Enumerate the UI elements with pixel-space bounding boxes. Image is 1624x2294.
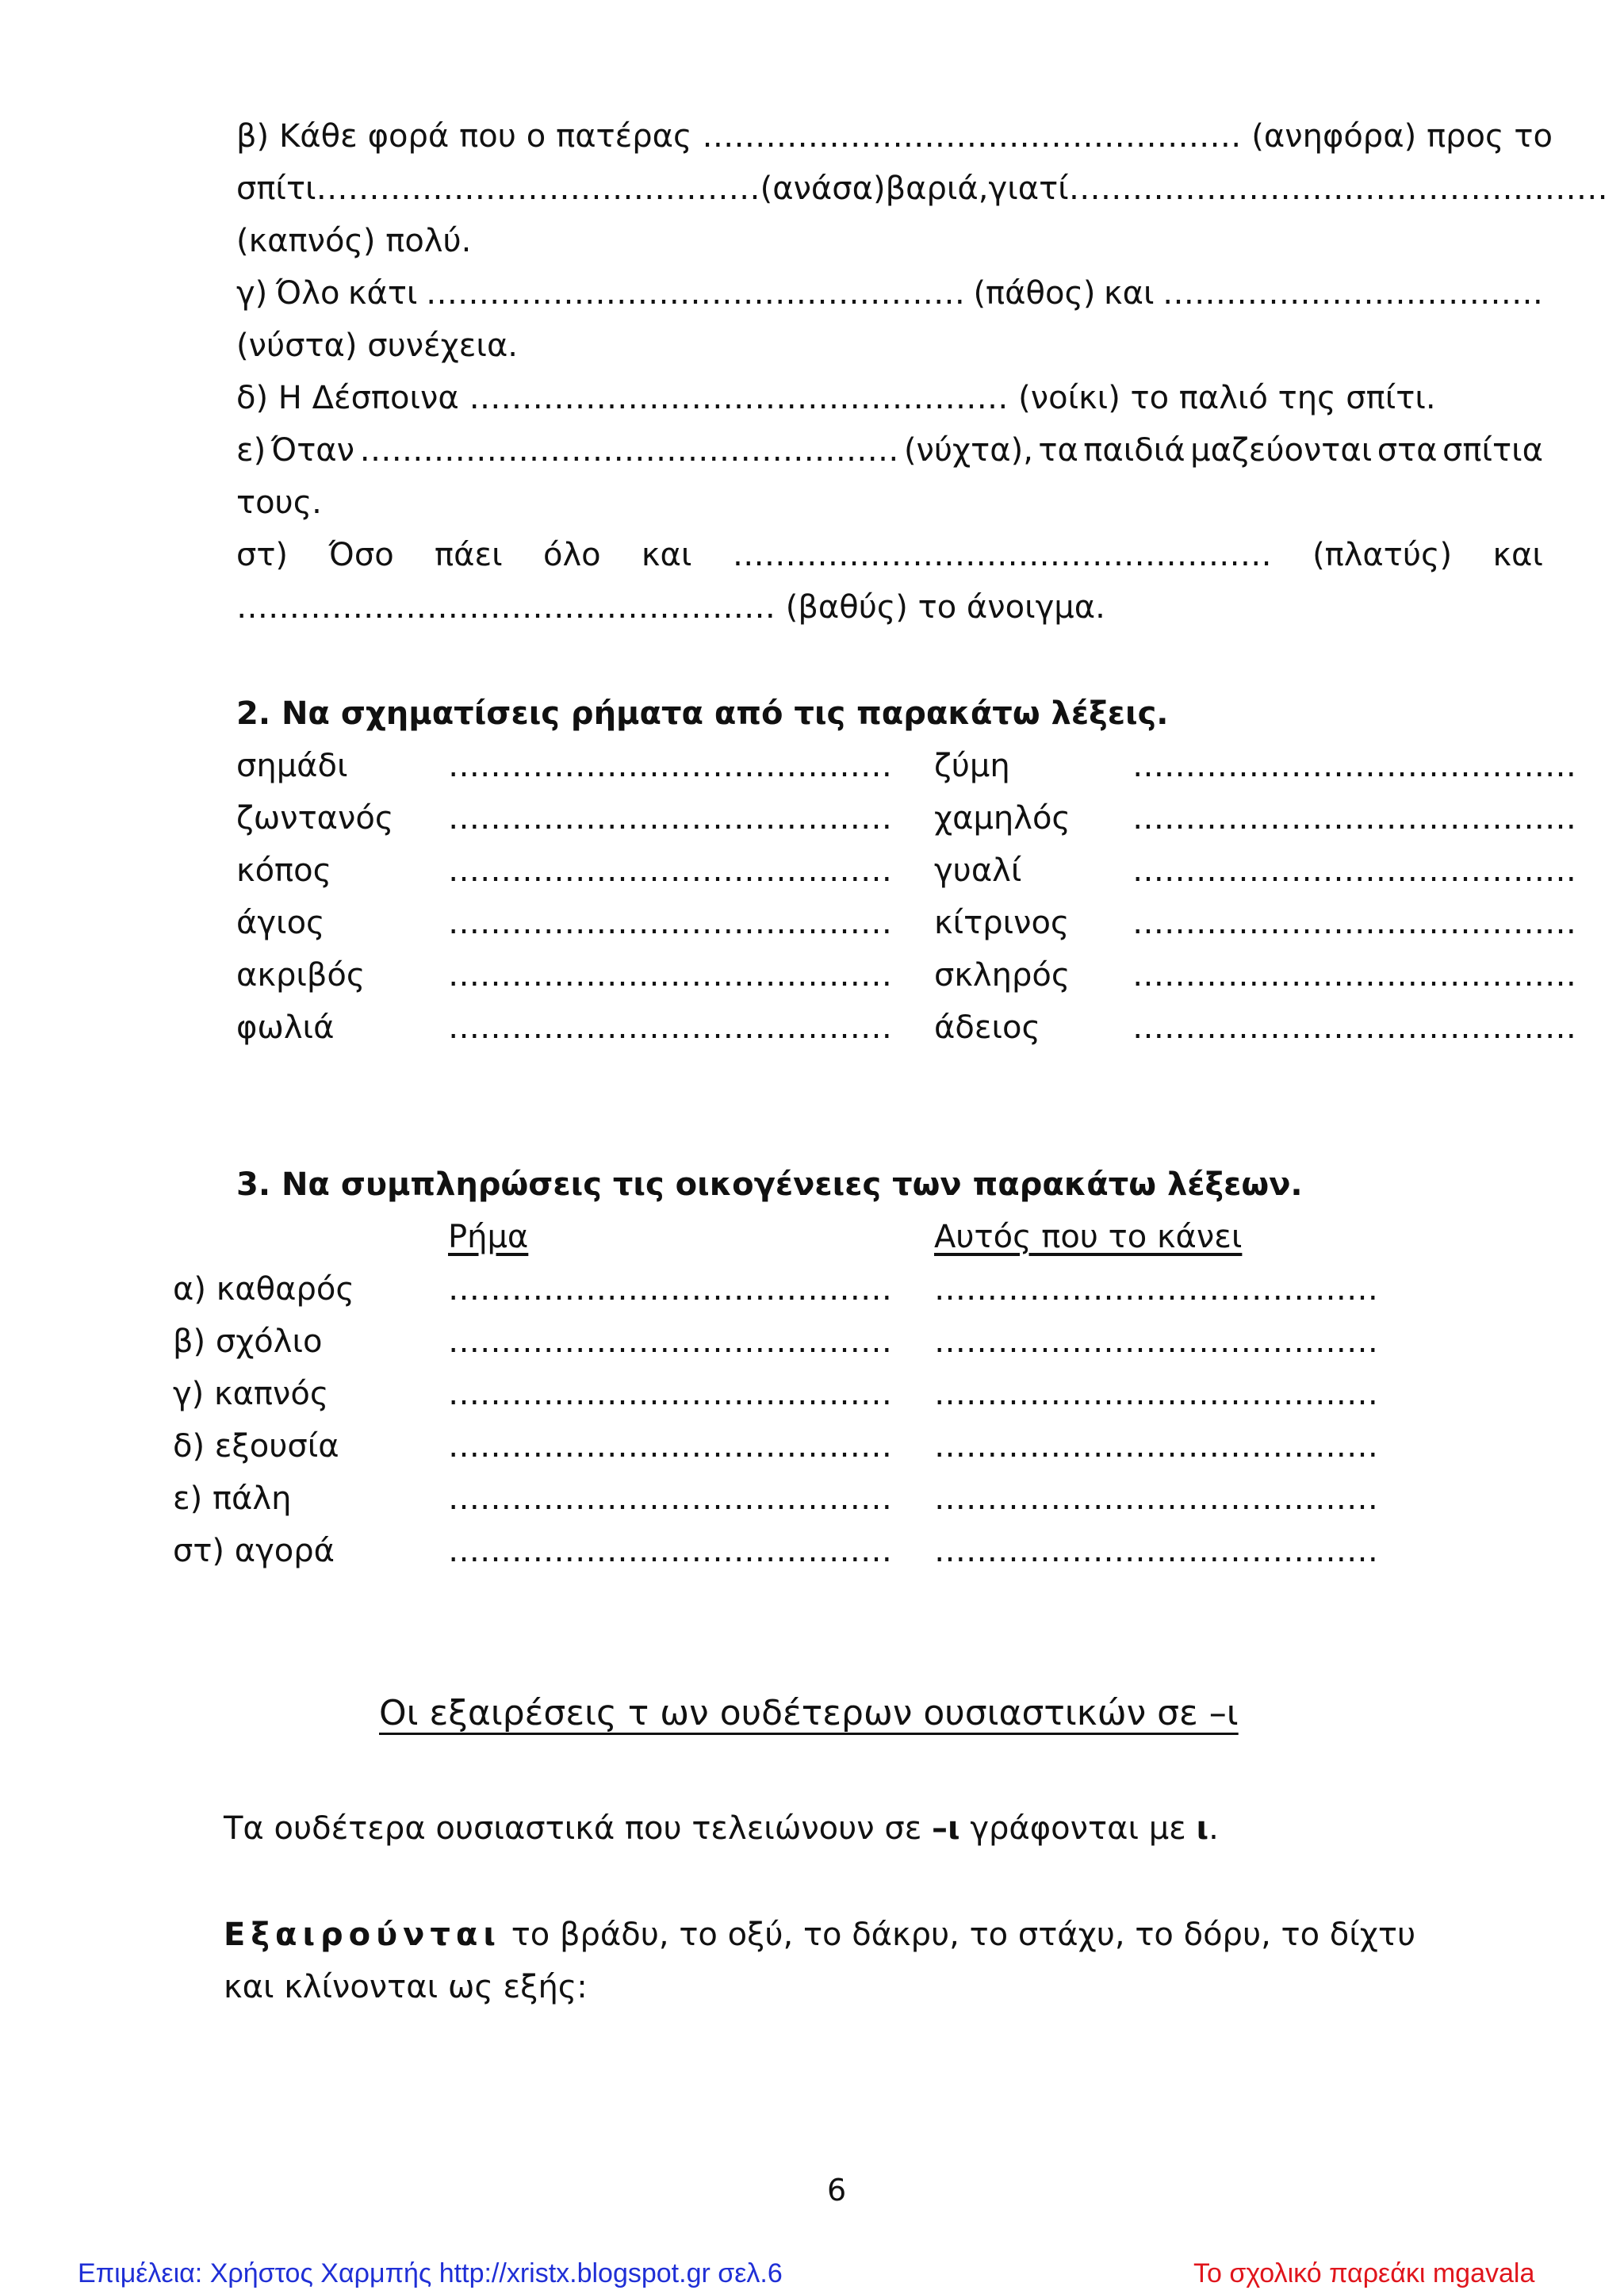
ex3-blank-agent: …………………………………… xyxy=(934,1533,1378,1569)
ex1-line-st2: …………………………………………… (βαθύς) το άνοιγμα. xyxy=(236,589,1105,626)
ex3-item: β) σχόλιο xyxy=(173,1323,323,1360)
word: Κάθε xyxy=(279,118,358,155)
word: (ανηφόρα) xyxy=(1251,118,1417,155)
word: και xyxy=(641,537,692,573)
ex2-word-right: σκληρός xyxy=(934,957,1071,994)
page-number: 6 xyxy=(827,2173,847,2208)
ex3-item: ε) πάλη xyxy=(173,1480,292,1517)
ex2-word-left: φωλιά xyxy=(236,1009,335,1046)
ex3-blank-verb: …………………………………… xyxy=(448,1480,892,1517)
ex3-blank-verb: …………………………………… xyxy=(448,1376,892,1412)
ex3-blank-verb: …………………………………… xyxy=(448,1428,892,1465)
word: ……………………………… xyxy=(1162,275,1543,312)
rule-suffix: –ι xyxy=(932,1810,960,1847)
exceptions-word: Εξαιρούνται xyxy=(224,1917,501,1953)
ex2-word-right: άδειος xyxy=(934,1009,1040,1046)
ex2-word-left: άγιος xyxy=(236,905,325,941)
footer-credit: Επιμέλεια: Χρήστος Χαρμπής http://xristx.blogspot.gr σελ.6 xyxy=(78,2258,783,2288)
ex3-item: α) καθαρός xyxy=(173,1271,354,1308)
ex2-blank-left: …………………………………… xyxy=(448,800,892,837)
ex1-line-b3: (καπνός) πολύ. xyxy=(236,223,472,259)
word: βαριά, xyxy=(885,170,989,207)
ex2-word-left: σημάδι xyxy=(236,748,348,784)
rule-pre: Τα ουδέτερα ουσιαστικά που τελειώνουν σε xyxy=(224,1810,933,1847)
ex2-blank-left: …………………………………… xyxy=(448,748,892,784)
word: …………………………………………… xyxy=(359,432,899,469)
word: παιδιά xyxy=(1083,432,1185,469)
ex3-col-verb: Ρήμα xyxy=(448,1219,529,1255)
exceptions-line2: και κλίνονται ως εξής: xyxy=(224,1969,588,2005)
ex2-blank-right: …………………………………… xyxy=(1132,748,1576,784)
word: Όσο xyxy=(328,537,394,573)
ex3-blank-agent: …………………………………… xyxy=(934,1428,1378,1465)
word: κάτι xyxy=(347,275,418,312)
word: σπίτια xyxy=(1442,432,1543,469)
ex3-col-agent: Αυτός που το κάνει xyxy=(934,1219,1243,1255)
word: ε) xyxy=(236,432,266,469)
word: …………………………………… xyxy=(316,170,760,207)
ex1-line-e2: τους. xyxy=(236,484,322,521)
ex3-blank-agent: …………………………………… xyxy=(934,1323,1378,1360)
exceptions-text xyxy=(224,1916,1415,1954)
word: Όλο xyxy=(275,275,340,312)
exceptions-list: το βράδυ, το οξύ, το δάκρυ, το στάχυ, το δόρυ, το δίχτυ xyxy=(501,1917,1416,1953)
ex3-blank-verb: …………………………………… xyxy=(448,1323,892,1360)
ex1-line-b2 xyxy=(236,170,1608,208)
ex3-item: στ) αγορά xyxy=(173,1533,335,1569)
word: όλο xyxy=(542,537,601,573)
ex3-item: δ) εξουσία xyxy=(173,1428,339,1465)
ex2-blank-left: …………………………………… xyxy=(448,957,892,994)
ex3-blank-verb: …………………………………… xyxy=(448,1271,892,1308)
word: γιατί xyxy=(988,170,1069,207)
word: φορά xyxy=(367,118,450,155)
ex1-line-e1 xyxy=(236,431,1543,469)
word: γ) xyxy=(236,275,268,312)
word: τα xyxy=(1038,432,1078,469)
ex2-word-left: κόπος xyxy=(236,852,332,889)
word: και xyxy=(1104,275,1155,312)
word: …………………………………………… xyxy=(425,275,965,312)
ex2-blank-right: …………………………………… xyxy=(1132,852,1576,889)
word: πάει xyxy=(435,537,503,573)
word: προς xyxy=(1427,118,1504,155)
word: πατέρας xyxy=(556,118,692,155)
ex2-heading: 2. Να σχηματίσεις ρήματα από τις παρακάτω λέξεις. xyxy=(236,695,1169,732)
word: …………………………………………… xyxy=(1068,170,1608,207)
ex2-word-right: κίτρινος xyxy=(934,905,1070,941)
word: (πλατύς) xyxy=(1312,537,1453,573)
word: μαζεύονται xyxy=(1190,432,1373,469)
ex1-line-b1 xyxy=(236,117,1553,155)
word: (νύχτα), xyxy=(903,432,1033,469)
ex2-blank-right: …………………………………… xyxy=(1132,905,1576,941)
ex2-word-left: ζωντανός xyxy=(236,800,394,837)
word: στ) xyxy=(236,537,289,573)
ex2-blank-left: …………………………………… xyxy=(448,852,892,889)
word: που xyxy=(459,118,516,155)
word: …………………………………………… xyxy=(732,537,1272,573)
word: σπίτι xyxy=(236,170,316,207)
ex2-blank-right: …………………………………… xyxy=(1132,800,1576,837)
word: Όταν xyxy=(270,432,354,469)
ex3-blank-agent: …………………………………… xyxy=(934,1376,1378,1412)
word: (ανάσα) xyxy=(760,170,886,207)
word: ο xyxy=(526,118,546,155)
rule-end: . xyxy=(1208,1810,1219,1847)
ex2-blank-left: …………………………………… xyxy=(448,1009,892,1046)
word: και xyxy=(1492,537,1543,573)
word: το xyxy=(1514,118,1553,155)
word: …………………………………………… xyxy=(702,118,1242,155)
section-title: Οι εξαιρέσεις τ ων ουδέτερων ουσιαστικών σε –ι xyxy=(379,1693,1239,1733)
ex1-line-d: δ) Η Δέσποινα …………………………………………… (νοίκι) το παλιό της σπίτι. xyxy=(236,380,1436,416)
ex2-word-left: ακριβός xyxy=(236,957,366,994)
ex2-blank-right: …………………………………… xyxy=(1132,957,1576,994)
ex2-blank-left: …………………………………… xyxy=(448,905,892,941)
word: (πάθος) xyxy=(973,275,1096,312)
ex1-line-st1 xyxy=(236,536,1543,574)
ex3-blank-agent: …………………………………… xyxy=(934,1480,1378,1517)
rule-letter: ι xyxy=(1196,1810,1209,1847)
ex2-blank-right: …………………………………… xyxy=(1132,1009,1576,1046)
ex2-word-right: γυαλί xyxy=(934,852,1022,889)
ex1-line-g1 xyxy=(236,274,1543,312)
word: στα xyxy=(1377,432,1438,469)
footer-brand: Το σχολικό παρεάκι mgavala xyxy=(1193,2258,1535,2288)
ex2-word-right: χαμηλός xyxy=(934,800,1071,837)
ex3-blank-agent: …………………………………… xyxy=(934,1271,1378,1308)
ex3-blank-verb: …………………………………… xyxy=(448,1533,892,1569)
rule-mid: γράφονται με xyxy=(959,1810,1197,1847)
word: β) xyxy=(236,118,270,155)
ex2-word-right: ζύμη xyxy=(934,748,1010,784)
ex3-item: γ) καπνός xyxy=(173,1376,329,1412)
ex3-heading: 3. Να συμπληρώσεις τις οικογένειες των παρακάτω λέξεων. xyxy=(236,1166,1303,1203)
rule-text xyxy=(224,1810,1219,1848)
ex1-line-g2: (νύστα) συνέχεια. xyxy=(236,327,519,364)
